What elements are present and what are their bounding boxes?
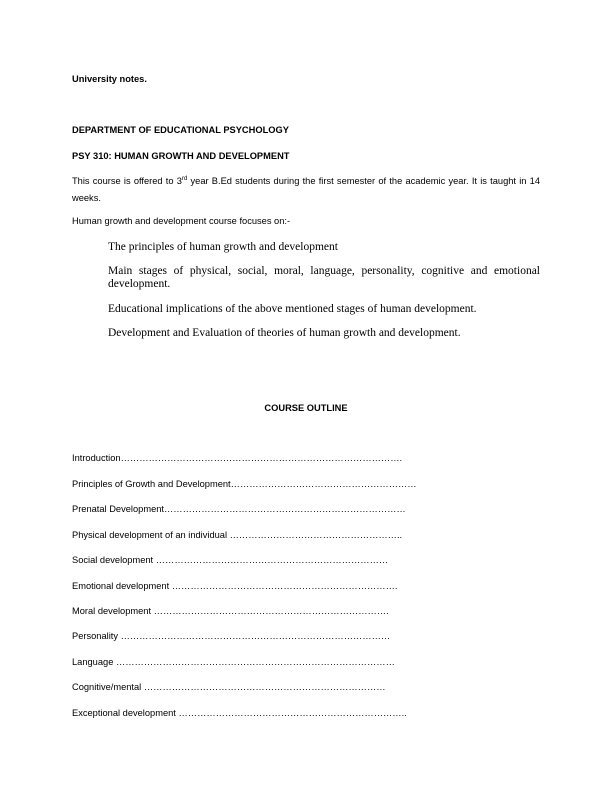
outline-label: Prenatal Development [72, 504, 164, 514]
outline-entry-emotional [72, 580, 397, 593]
outline-label: Moral development [72, 606, 154, 616]
focus-item: The principles of human growth and development [108, 241, 338, 253]
outline-label: Introduction [72, 453, 121, 463]
outline-entry-physical [72, 529, 402, 542]
outline-leader-dots: ………………………………………………………………… [155, 555, 389, 565]
outline-label: Language [72, 657, 116, 667]
outline-leader-dots: …………………………………………………………………… [143, 682, 386, 692]
outline-entry-cognitive [72, 681, 386, 694]
department-title: DEPARTMENT OF EDUCATIONAL PSYCHOLOGY [72, 125, 289, 135]
outline-entry-prenatal [72, 503, 406, 516]
outline-label: Cognitive/mental [72, 682, 144, 692]
outline-entry-principles [72, 478, 417, 491]
outline-leader-dots: …………………………………………………… [230, 479, 417, 489]
course-description-start: This course is offered to 3 [72, 176, 182, 186]
outline-leader-dots: ……………………………………………….. [229, 530, 403, 540]
outline-entry-language [72, 656, 395, 669]
focus-lead: Human growth and development course focuses on:- [72, 216, 291, 226]
course-outline-heading: COURSE OUTLINE [264, 403, 348, 413]
outline-leader-dots: ………………………………………………………………………………. [120, 453, 403, 463]
outline-entry-moral [72, 605, 389, 618]
outline-entry-personality [72, 630, 390, 643]
focus-item: Main stages of physical, social, moral, language, personality, cognitive and emotional development. [108, 265, 540, 290]
outline-leader-dots: ……………………………………………………………………………… [115, 657, 395, 667]
course-title: PSY 310: HUMAN GROWTH AND DEVELOPMENT [72, 151, 290, 161]
outline-leader-dots: …………………………………………………………………………… [120, 631, 391, 641]
outline-leader-dots: …………………………………………………………………… [164, 504, 406, 514]
focus-item: Development and Evaluation of theories of human growth and development. [108, 327, 461, 339]
ordinal-suffix: rd [181, 175, 188, 182]
outline-label: Social development [72, 555, 156, 565]
outline-leader-dots: …………………………………………………………………. [153, 606, 389, 616]
outline-label: Principles of Growth and Development [72, 479, 231, 489]
outline-label: Personality [72, 631, 121, 641]
outline-entry-social [72, 554, 388, 567]
outline-leader-dots: ………………………………………………………………. [171, 581, 398, 591]
outline-entry-introduction [72, 452, 402, 465]
outline-leader-dots: ……………………………………………………………….. [178, 708, 407, 718]
course-description-end: year B.Ed students during the first semester of the academic year. It is taught in 14 weeks. [72, 176, 540, 203]
focus-item: Educational implications of the above mentioned stages of human development. [108, 303, 477, 315]
outline-label: Physical development of an individual [72, 530, 230, 540]
outline-entry-exceptional [72, 707, 407, 720]
university-notes-label: University notes. [72, 74, 147, 84]
outline-label: Emotional development [72, 581, 172, 591]
course-description [72, 173, 540, 207]
outline-label: Exceptional development [72, 708, 179, 718]
